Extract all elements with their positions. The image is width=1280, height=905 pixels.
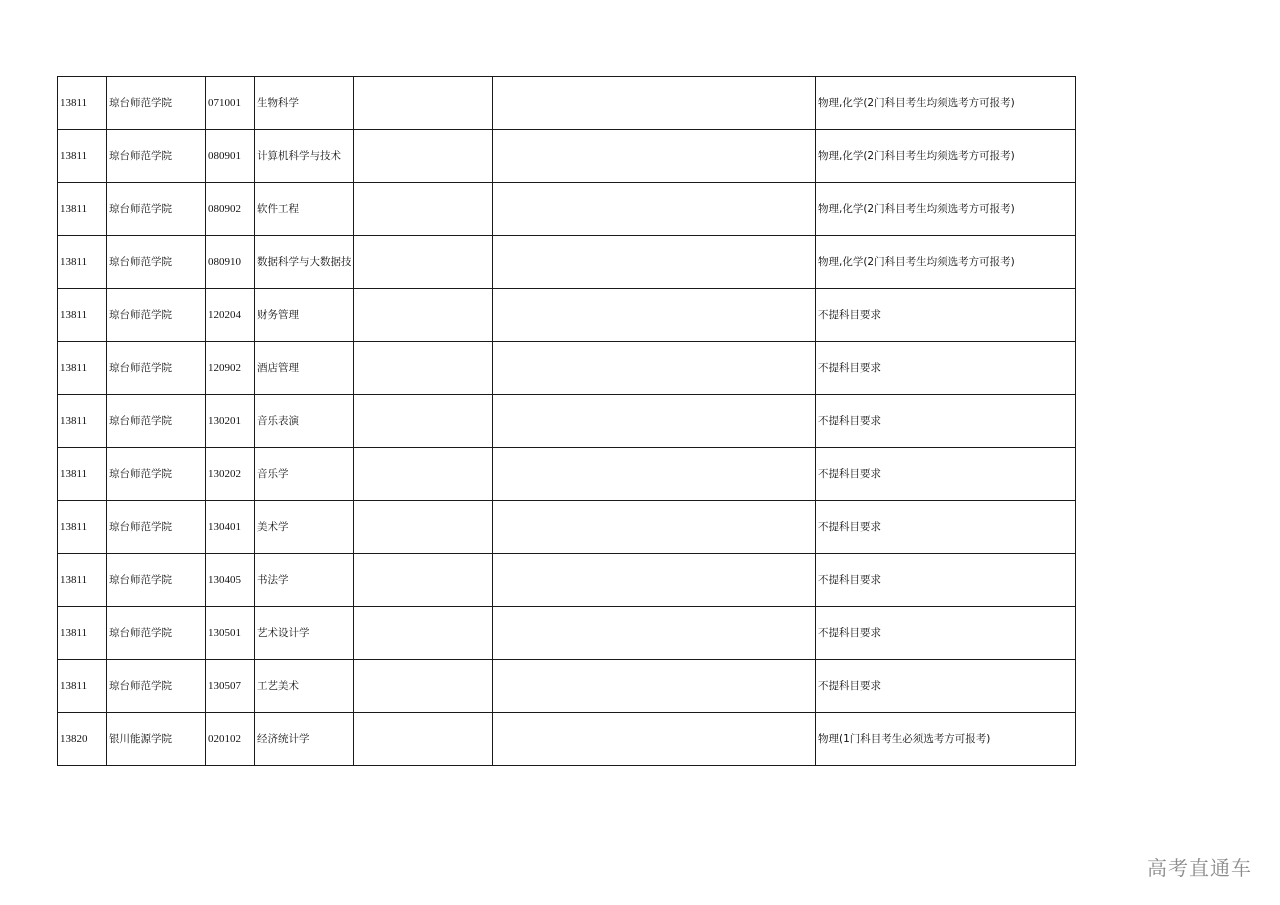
major-name-cell: 经济统计学 — [255, 713, 354, 766]
subject-requirement-cell: 物理(1门科目考生必须选考方可报考) — [816, 713, 1076, 766]
table-row — [58, 554, 1076, 607]
major-name-cell: 工艺美术 — [255, 660, 354, 713]
school-name-cell: 琼台师范学院 — [107, 501, 206, 554]
major-code-cell: 130405 — [206, 554, 255, 607]
blank-cell-5 — [354, 660, 493, 713]
major-name-cell: 音乐学 — [255, 448, 354, 501]
major-code-cell: 120204 — [206, 289, 255, 342]
major-name-cell: 音乐表演 — [255, 395, 354, 448]
table-row — [58, 395, 1076, 448]
table-row — [58, 501, 1076, 554]
school-code-cell: 13811 — [58, 289, 107, 342]
subject-requirement-cell: 不提科目要求 — [816, 448, 1076, 501]
blank-cell-6 — [493, 554, 816, 607]
major-code-cell: 080910 — [206, 236, 255, 289]
major-name-cell: 艺术设计学 — [255, 607, 354, 660]
major-name-cell: 财务管理 — [255, 289, 354, 342]
subject-requirement-cell: 不提科目要求 — [816, 660, 1076, 713]
subject-requirement-cell: 不提科目要求 — [816, 554, 1076, 607]
subject-requirement-cell: 物理,化学(2门科目考生均须选考方可报考) — [816, 236, 1076, 289]
school-name-cell: 琼台师范学院 — [107, 395, 206, 448]
watermark-text: 高考直通车 — [1147, 856, 1252, 880]
major-code-cell: 020102 — [206, 713, 255, 766]
major-code-cell: 130401 — [206, 501, 255, 554]
table-row — [58, 236, 1076, 289]
school-code-cell: 13811 — [58, 183, 107, 236]
major-code-cell: 130202 — [206, 448, 255, 501]
school-code-cell: 13811 — [58, 660, 107, 713]
school-code-cell: 13811 — [58, 130, 107, 183]
major-name-cell: 软件工程 — [255, 183, 354, 236]
blank-cell-6 — [493, 660, 816, 713]
major-code-cell: 130201 — [206, 395, 255, 448]
major-code-cell: 080902 — [206, 183, 255, 236]
school-code-cell: 13820 — [58, 713, 107, 766]
school-name-cell: 琼台师范学院 — [107, 448, 206, 501]
major-name-cell: 计算机科学与技术 — [255, 130, 354, 183]
table-row — [58, 130, 1076, 183]
school-name-cell: 琼台师范学院 — [107, 77, 206, 130]
school-name-cell: 琼台师范学院 — [107, 183, 206, 236]
subject-requirement-cell: 不提科目要求 — [816, 395, 1076, 448]
blank-cell-6 — [493, 395, 816, 448]
school-name-cell: 琼台师范学院 — [107, 130, 206, 183]
blank-cell-5 — [354, 289, 493, 342]
school-code-cell: 13811 — [58, 607, 107, 660]
school-code-cell: 13811 — [58, 554, 107, 607]
school-code-cell: 13811 — [58, 77, 107, 130]
table-row — [58, 183, 1076, 236]
blank-cell-6 — [493, 183, 816, 236]
school-name-cell: 琼台师范学院 — [107, 607, 206, 660]
blank-cell-5 — [354, 77, 493, 130]
subject-requirements-table — [57, 76, 1076, 766]
school-name-cell: 琼台师范学院 — [107, 289, 206, 342]
school-name-cell: 琼台师范学院 — [107, 342, 206, 395]
school-code-cell: 13811 — [58, 342, 107, 395]
major-code-cell: 080901 — [206, 130, 255, 183]
subject-requirement-cell: 不提科目要求 — [816, 342, 1076, 395]
subject-requirement-cell: 不提科目要求 — [816, 501, 1076, 554]
subject-requirements-table-sheet — [57, 76, 1075, 766]
school-code-cell: 13811 — [58, 395, 107, 448]
table-row — [58, 342, 1076, 395]
major-name-cell: 美术学 — [255, 501, 354, 554]
blank-cell-5 — [354, 130, 493, 183]
school-name-cell: 琼台师范学院 — [107, 660, 206, 713]
school-code-cell: 13811 — [58, 448, 107, 501]
blank-cell-6 — [493, 713, 816, 766]
table-row — [58, 448, 1076, 501]
blank-cell-5 — [354, 554, 493, 607]
blank-cell-5 — [354, 448, 493, 501]
blank-cell-5 — [354, 236, 493, 289]
major-code-cell: 071001 — [206, 77, 255, 130]
subject-requirement-cell: 物理,化学(2门科目考生均须选考方可报考) — [816, 183, 1076, 236]
blank-cell-5 — [354, 395, 493, 448]
blank-cell-5 — [354, 713, 493, 766]
subject-requirement-cell: 物理,化学(2门科目考生均须选考方可报考) — [816, 130, 1076, 183]
blank-cell-6 — [493, 607, 816, 660]
school-code-cell: 13811 — [58, 501, 107, 554]
blank-cell-6 — [493, 77, 816, 130]
subject-requirement-cell: 不提科目要求 — [816, 607, 1076, 660]
table-row — [58, 660, 1076, 713]
major-code-cell: 130501 — [206, 607, 255, 660]
blank-cell-6 — [493, 236, 816, 289]
major-code-cell: 120902 — [206, 342, 255, 395]
blank-cell-6 — [493, 130, 816, 183]
table-row — [58, 289, 1076, 342]
major-code-cell: 130507 — [206, 660, 255, 713]
blank-cell-6 — [493, 501, 816, 554]
major-name-cell: 生物科学 — [255, 77, 354, 130]
blank-cell-6 — [493, 448, 816, 501]
blank-cell-5 — [354, 183, 493, 236]
table-row — [58, 77, 1076, 130]
blank-cell-5 — [354, 501, 493, 554]
school-name-cell: 银川能源学院 — [107, 713, 206, 766]
school-code-cell: 13811 — [58, 236, 107, 289]
table-row — [58, 607, 1076, 660]
major-name-cell: 酒店管理 — [255, 342, 354, 395]
major-name-cell: 数据科学与大数据技 — [255, 236, 354, 289]
table-body — [58, 77, 1076, 766]
blank-cell-5 — [354, 607, 493, 660]
blank-cell-6 — [493, 342, 816, 395]
school-name-cell: 琼台师范学院 — [107, 236, 206, 289]
major-name-cell: 书法学 — [255, 554, 354, 607]
table-row — [58, 713, 1076, 766]
blank-cell-6 — [493, 289, 816, 342]
subject-requirement-cell: 不提科目要求 — [816, 289, 1076, 342]
subject-requirement-cell: 物理,化学(2门科目考生均须选考方可报考) — [816, 77, 1076, 130]
blank-cell-5 — [354, 342, 493, 395]
school-name-cell: 琼台师范学院 — [107, 554, 206, 607]
